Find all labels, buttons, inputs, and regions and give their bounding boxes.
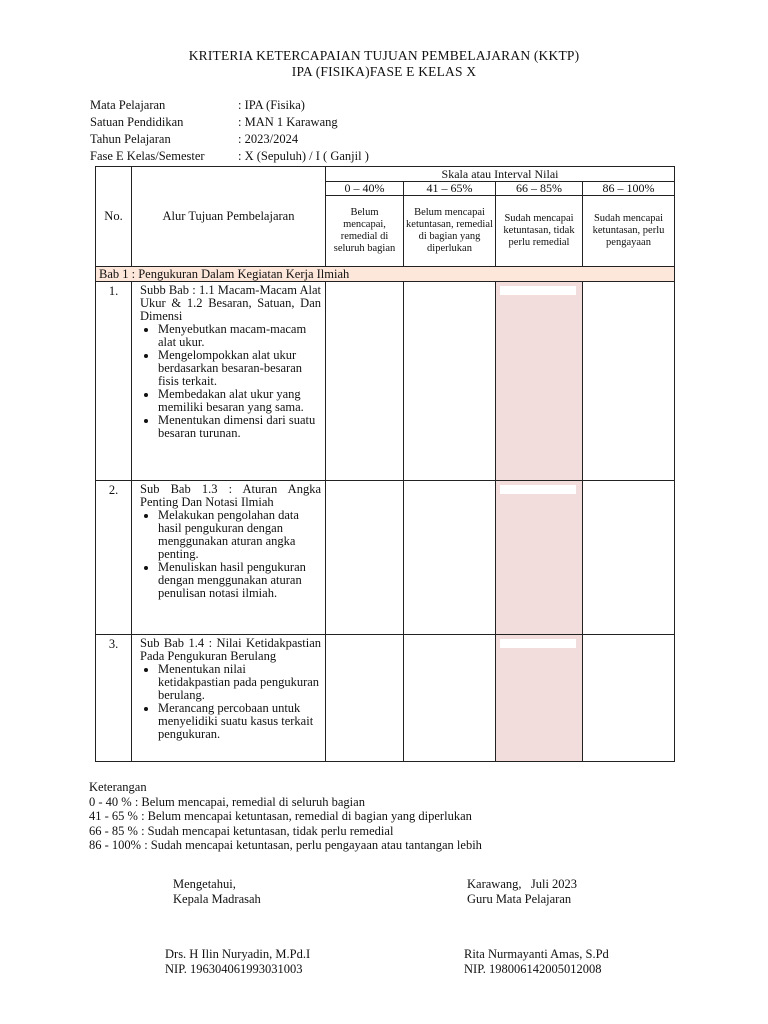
header-range-2: 41 – 65%: [404, 182, 496, 196]
signature-left-role: Kepala Madrasah: [173, 891, 261, 906]
info-label: Tahun Pelajaran: [90, 132, 171, 146]
row-alur: [132, 481, 326, 635]
score-cell-66-85[interactable]: [496, 635, 583, 762]
keterangan-line: 0 - 40 % : Belum mencapai, remedial di seluruh bagian: [89, 794, 365, 809]
signature-right-nip: NIP. 198006142005012008: [464, 961, 602, 976]
info-value: : IPA (Fisika): [238, 98, 305, 112]
header-range-4: 86 – 100%: [583, 182, 675, 196]
header-scale-title: Skala atau Interval Nilai: [326, 167, 675, 182]
header-range-1: 0 – 40%: [326, 182, 404, 196]
score-cell-0-40[interactable]: [326, 635, 404, 762]
header-range-3: 66 – 85%: [496, 182, 583, 196]
objective-list: [140, 663, 321, 741]
info-label: Mata Pelajaran: [90, 98, 166, 112]
score-cell-41-65[interactable]: [404, 635, 496, 762]
signature-left-line1: Mengetahui,: [173, 877, 236, 891]
objective-list: [140, 323, 321, 440]
info-value: : MAN 1 Karawang: [238, 115, 338, 129]
document-title: KRITERIA KETERCAPAIAN TUJUAN PEMBELAJARAN (KKTP): [188, 48, 580, 63]
signature-left-heading: [173, 877, 261, 906]
table-row: [96, 481, 675, 635]
signature-left-name-block: [165, 947, 310, 976]
info-value: : 2023/2024: [238, 132, 299, 146]
keterangan-line: 41 - 65 % : Belum mencapai ketuntasan, remedial di bagian yang diperlukan: [89, 809, 472, 823]
score-cell-41-65[interactable]: [404, 282, 496, 481]
objective-item: • Menentukan dimensi dari suatu besaran turunan.: [158, 414, 321, 440]
blank-strip: [500, 485, 576, 494]
row-number: 1.: [96, 282, 132, 481]
identity-block: [90, 97, 369, 165]
info-label: Fase E Kelas/Semester: [90, 149, 205, 163]
header-desc-2: Belum mencapai ketuntasan, remedial di bagian yang diperlukan: [404, 196, 496, 267]
keterangan-line: 66 - 85 % : Sudah mencapai ketuntasan, tidak perlu remedial: [89, 823, 394, 838]
objective-item: • Merancang percobaan untuk menyelidiki suatu kasus terkait pengukuran.: [158, 702, 321, 741]
row-alur: [132, 282, 326, 481]
score-cell-66-85[interactable]: [496, 481, 583, 635]
subbab-title: Subb Bab : 1.1 Macam-Macam Alat Ukur & 1.2 Besaran, Satuan, Dan Dimensi: [140, 283, 321, 323]
info-value: : X (Sepuluh) / I ( Ganjil ): [238, 149, 369, 163]
signature-right-name: Rita Nurmayanti Amas, S.Pd: [464, 947, 609, 961]
keterangan-heading: Keterangan: [89, 780, 147, 794]
objective-item: • Membedakan alat ukur yang memiliki besaran yang sama.: [158, 388, 321, 414]
blank-strip: [500, 286, 576, 295]
score-cell-86-100[interactable]: [583, 282, 675, 481]
signature-left-name: Drs. H Ilin Nuryadin, M.Pd.I: [165, 947, 311, 961]
info-label: Satuan Pendidikan: [90, 115, 184, 129]
info-row-tahun-pelajaran: [90, 131, 369, 148]
signature-right-name-block: [464, 947, 609, 976]
table-row: [96, 635, 675, 762]
objective-item: • Menuliskan hasil pengukuran dengan menggunakan aturan penulisan notasi ilmiah.: [158, 561, 321, 600]
document-subtitle: IPA (FISIKA)FASE E KELAS X: [291, 64, 477, 79]
subbab-title: Sub Bab 1.4 : Nilai Ketidakpastian Pada Pengukuran Berulang: [140, 636, 321, 663]
bab-heading: Bab 1 : Pengukuran Dalam Kegiatan Kerja Ilmiah: [96, 267, 675, 282]
objective-list: [140, 509, 321, 600]
signature-right-place-date: Karawang, Juli 2023: [467, 877, 578, 891]
row-alur: [132, 635, 326, 762]
signature-right-role: Guru Mata Pelajaran: [467, 891, 572, 906]
row-number: 3.: [96, 635, 132, 762]
table-row: [96, 282, 675, 481]
info-row-mata-pelajaran: [90, 97, 369, 114]
header-desc-4: Sudah mencapai ketuntasan, perlu pengayaan: [583, 196, 675, 267]
keterangan-line: 86 - 100% : Sudah mencapai ketuntasan, perlu pengayaan atau tantangan lebih: [89, 838, 482, 852]
signature-right-heading: [467, 877, 577, 906]
subbab-title: Sub Bab 1.3 : Aturan Angka Penting Dan Notasi Ilmiah: [140, 482, 321, 509]
score-cell-0-40[interactable]: [326, 481, 404, 635]
objective-item: • Mengelompokkan alat ukur berdasarkan besaran-besaran fisis terkait.: [158, 349, 321, 388]
score-cell-66-85[interactable]: [496, 282, 583, 481]
score-cell-86-100[interactable]: [583, 481, 675, 635]
header-desc-3: Sudah mencapai ketuntasan, tidak perlu remedial: [496, 196, 583, 267]
header-no: No.: [96, 167, 132, 267]
score-cell-86-100[interactable]: [583, 635, 675, 762]
keterangan-block: [89, 780, 482, 853]
signature-left-nip: NIP. 196304061993031003: [165, 961, 303, 976]
objective-item: • Menentukan nilai ketidakpastian pada pengukuran berulang.: [158, 663, 321, 702]
objective-item: • Menyebutkan macam-macam alat ukur.: [158, 323, 321, 349]
row-number: 2.: [96, 481, 132, 635]
score-cell-41-65[interactable]: [404, 481, 496, 635]
header-alur: Alur Tujuan Pembelajaran: [132, 167, 326, 267]
kktp-table: [95, 166, 675, 762]
info-row-fase-kelas-semester: [90, 148, 369, 165]
blank-strip: [500, 639, 576, 648]
info-row-satuan-pendidikan: [90, 114, 369, 131]
header-desc-1: Belum mencapai, remedial di seluruh bagian: [326, 196, 404, 267]
objective-item: • Melakukan pengolahan data hasil pengukuran dengan menggunakan aturan angka penting.: [158, 509, 321, 561]
score-cell-0-40[interactable]: [326, 282, 404, 481]
